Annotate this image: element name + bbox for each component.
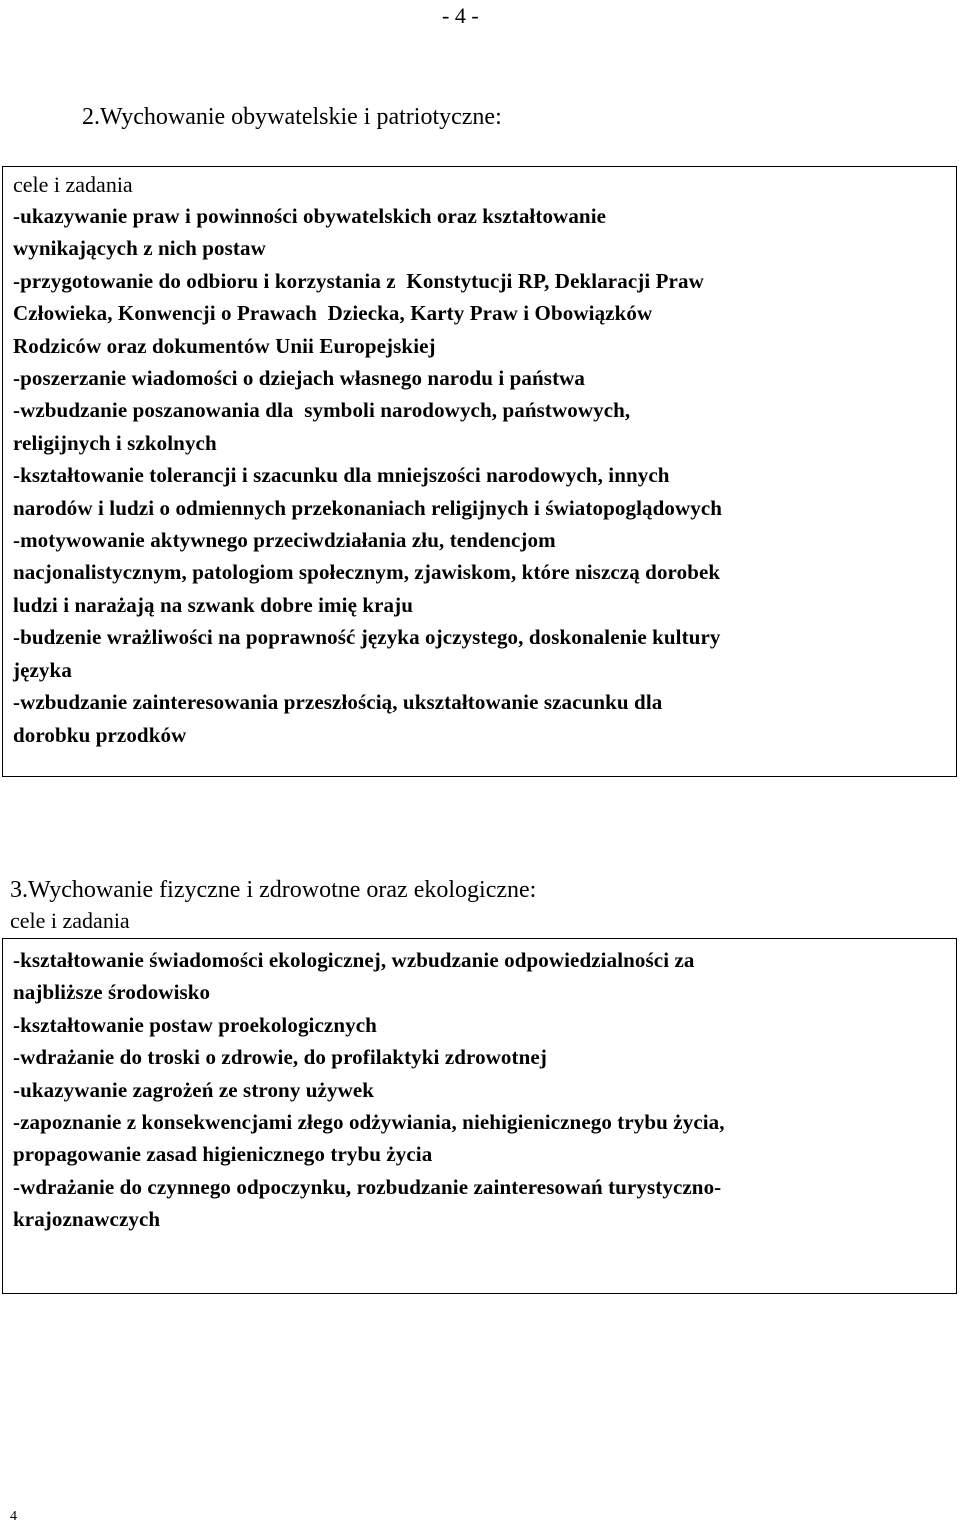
section-2-line: -wzbudzanie zainteresowania przeszłością, ukształtowanie szacunku dla bbox=[13, 690, 663, 715]
section-2-line: -budzenie wrażliwości na poprawność języka ojczystego, doskonalenie kultury bbox=[13, 625, 721, 650]
section-3-line: -kształtowanie świadomości ekologicznej, wzbudzanie odpowiedzialności za bbox=[13, 948, 695, 972]
section-3-line: -wdrażanie do troski o zdrowie, do profilaktyki zdrowotnej bbox=[13, 1045, 547, 1070]
section-2-line: narodów i ludzi o odmiennych przekonaniach religijnych i światopoglądowych bbox=[13, 495, 723, 520]
section-3-line: -ukazywanie zagrożeń ze strony używek bbox=[13, 1077, 375, 1102]
section-2-line: religijnych i szkolnych bbox=[13, 430, 217, 455]
section-2-line: ludzi i narażają na szwank dobre imię kraju bbox=[13, 592, 414, 617]
section-2-line: -kształtowanie tolerancji i szacunku dla mniejszości narodowych, innych bbox=[13, 463, 670, 488]
section-2-line: -ukazywanie praw i powinności obywatelskich oraz kształtowanie bbox=[13, 204, 607, 228]
section-2-line: -wzbudzanie poszanowania dla symboli narodowych, państwowych, bbox=[13, 398, 631, 423]
section-2-line: dorobku przodków bbox=[13, 722, 187, 747]
section-2-line: Człowieka, Konwencji o Prawach Dziecka, Karty Praw i Obowiązków bbox=[13, 301, 653, 326]
section-2-goals-box bbox=[2, 166, 957, 777]
section-2-heading: 2.Wychowanie obywatelskie i patriotyczne: bbox=[82, 104, 502, 130]
section-2-line: Rodziców oraz dokumentów Unii Europejskiej bbox=[13, 333, 436, 358]
section-3-line: -kształtowanie postaw proekologicznych bbox=[13, 1012, 377, 1037]
section-2-box-label: cele i zadania bbox=[13, 172, 133, 197]
page-number-footer: 4 bbox=[10, 1509, 17, 1524]
section-2-line: -poszerzanie wiadomości o dziejach własnego narodu i państwa bbox=[13, 366, 586, 391]
section-2-line: nacjonalistycznym, patologiom społecznym, zjawiskom, które niszczą dorobek bbox=[13, 560, 721, 585]
section-3-line: propagowanie zasad higienicznego trybu życia bbox=[13, 1142, 433, 1167]
page-number-header: - 4 - bbox=[442, 3, 479, 28]
section-3-line: krajoznawczych bbox=[13, 1207, 161, 1232]
section-3-heading: 3.Wychowanie fizyczne i zdrowotne oraz ekologiczne: bbox=[10, 877, 537, 903]
section-3-line: -wdrażanie do czynnego odpoczynku, rozbudzanie zainteresowań turystyczno- bbox=[13, 1174, 722, 1199]
section-3-goals-box bbox=[2, 938, 957, 1294]
section-2-line: -przygotowanie do odbioru i korzystania z Konstytucji RP, Deklaracji Praw bbox=[13, 268, 704, 293]
section-2-line: -motywowanie aktywnego przeciwdziałania złu, tendencjom bbox=[13, 528, 556, 553]
section-3-box-label: cele i zadania bbox=[10, 908, 130, 933]
section-3-line: najbliższe środowisko bbox=[13, 980, 211, 1005]
section-3-line: -zapoznanie z konsekwencjami złego odżywiania, niehigienicznego trybu życia, bbox=[13, 1110, 725, 1135]
section-2-line: wynikających z nich postaw bbox=[13, 236, 266, 261]
section-2-line: języka bbox=[13, 657, 72, 682]
